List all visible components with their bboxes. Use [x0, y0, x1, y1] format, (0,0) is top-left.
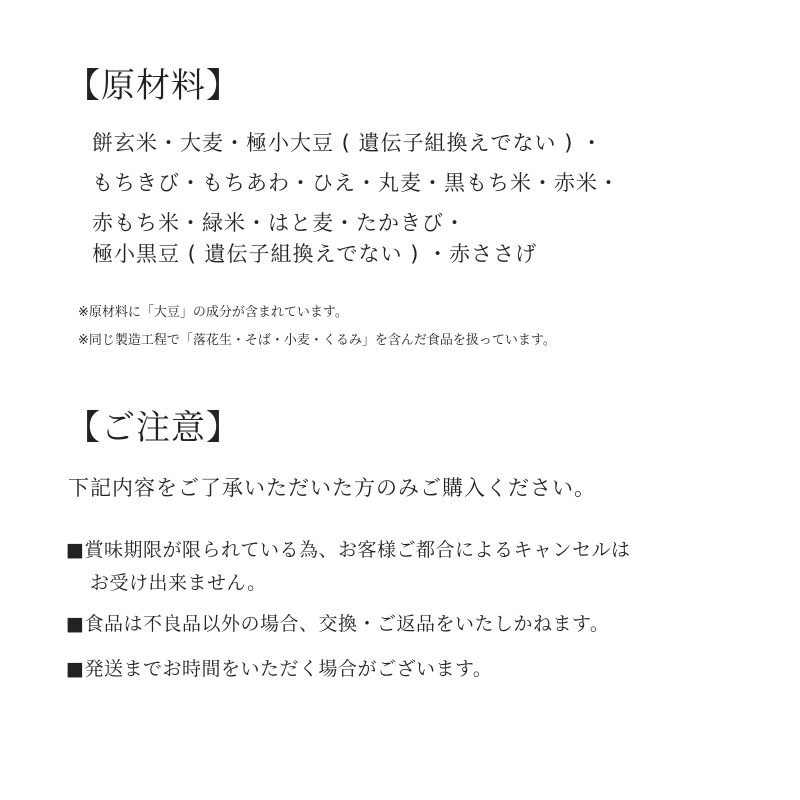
ingredients-line-4: 極小黒豆 ( 遺伝子組換えでない ) ・赤ささげ [92, 242, 538, 266]
caution-heading: 【ご注意】 [66, 408, 241, 448]
caution-intro: 下記内容をご了承いただいた方のみご購入ください。 [68, 476, 596, 500]
ingredients-line-1: 餅玄米・大麦・極小大豆 ( 遺伝子組換えでない ) ・ [92, 131, 604, 155]
caution-item-shipping: ■発送までお時間をいただく場合がございます。 [66, 658, 493, 680]
ingredients-line-2: もちきび・もちあわ・ひえ・丸麦・黒もち米・赤米・ [92, 171, 620, 195]
caution-item-cancel-cont: お受け出来ません。 [90, 572, 267, 594]
allergen-note-soy: ※原材料に「大豆」の成分が含まれています。 [78, 305, 348, 320]
allergen-note-facility: ※同じ製造工程で「落花生・そば・小麦・くるみ」を含んだ食品を扱っています。 [78, 333, 556, 348]
caution-item-exchange: ■食品は不良品以外の場合、交換・ご返品をいたしかねます。 [66, 613, 610, 635]
ingredients-heading: 【原材料】 [66, 66, 241, 106]
caution-item-cancel: ■賞味期限が限られている為、お客様ご都合によるキャンセルは [66, 539, 631, 561]
ingredients-line-3: 赤もち米・緑米・はと麦・たかきび・ [92, 211, 466, 235]
